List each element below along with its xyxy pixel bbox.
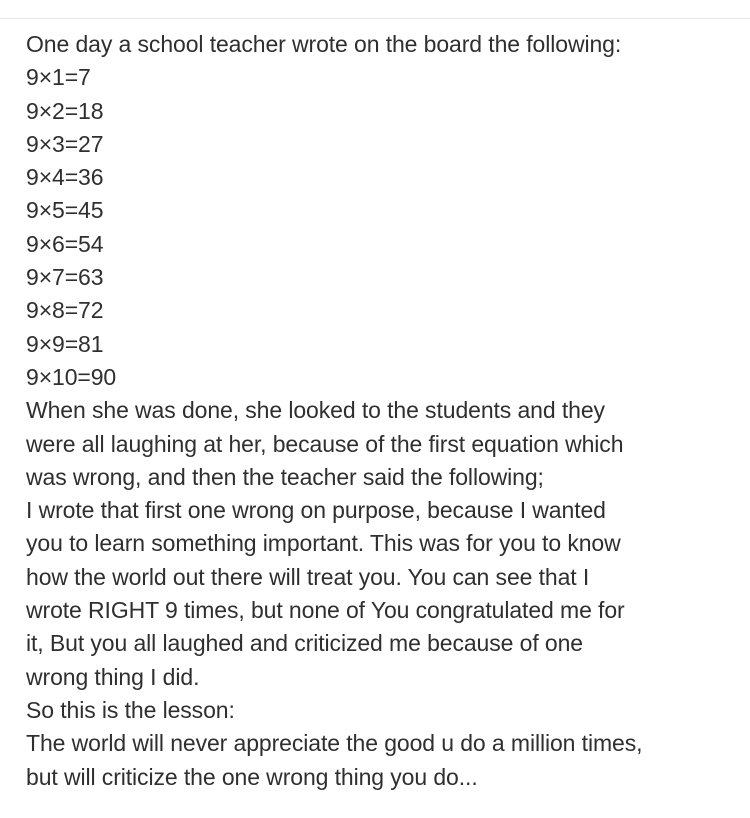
lesson-heading-line: So this is the lesson: <box>26 696 235 723</box>
teacher-quote-line: wrong thing I did. <box>26 663 200 690</box>
equation-line: 9×2=18 <box>26 97 104 124</box>
equation-line: 9×10=90 <box>26 363 117 390</box>
equation-line: 9×5=45 <box>26 197 104 224</box>
teacher-quote-line: you to learn something important. This was for you to know <box>26 530 621 557</box>
equation-line: 9×3=27 <box>26 130 104 157</box>
equation-line: 9×9=81 <box>26 330 104 357</box>
top-divider <box>0 18 750 19</box>
post-text-body <box>26 28 736 794</box>
lesson-line: but will criticize the one wrong thing you do... <box>26 763 478 790</box>
teacher-quote-line: how the world out there will treat you. You can see that I <box>26 563 590 590</box>
equation-line: 9×4=36 <box>26 164 104 191</box>
equation-line: 9×1=7 <box>26 64 91 91</box>
equation-line: 9×8=72 <box>26 297 104 324</box>
teacher-quote-line: wrote RIGHT 9 times, but none of You congratulated me for <box>26 597 625 624</box>
lesson-line: The world will never appreciate the good u do a million times, <box>26 730 643 757</box>
story-line: was wrong, and then the teacher said the following; <box>26 463 544 490</box>
teacher-quote-line: I wrote that first one wrong on purpose, because I wanted <box>26 497 606 524</box>
intro-line: One day a school teacher wrote on the board the following: <box>26 31 622 57</box>
teacher-quote-line: it, But you all laughed and criticized me because of one <box>26 630 583 657</box>
story-line: were all laughing at her, because of the first equation which <box>26 430 624 457</box>
equation-line: 9×6=54 <box>26 230 104 257</box>
equation-line: 9×7=63 <box>26 264 104 291</box>
story-line: When she was done, she looked to the students and they <box>26 397 605 424</box>
